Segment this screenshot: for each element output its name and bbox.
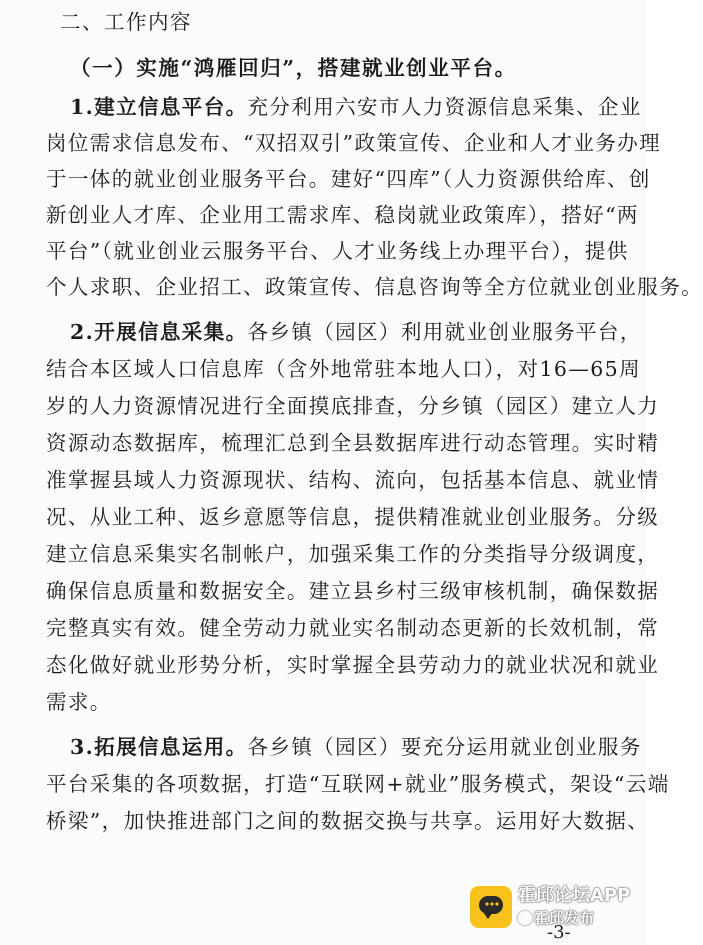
paragraph-line [46, 355, 642, 383]
line-text: 各乡镇（园区）利用就业创业服务平台， [247, 320, 642, 344]
paragraph-line [46, 429, 660, 457]
line-text: 充分利用六安市人力资源信息采集、企业 [247, 95, 642, 119]
line-text: 准掌握县域人力资源现状、结构、流向，包括基本信息、就业情 [46, 468, 660, 492]
line-text: 桥梁”，加快推进部门之间的数据交换与共享。运用好大数据、 [46, 809, 650, 833]
chat-bubble-icon [470, 886, 512, 928]
paragraph-line [46, 392, 660, 420]
paragraph-line [46, 129, 662, 157]
line-text: 平台”（就业创业云服务平台、人才业务线上办理平台），提供 [46, 239, 629, 263]
line-text: 各乡镇（园区）要充分运用就业创业服务 [247, 735, 642, 759]
item-lead: 3.拓展信息运用。 [70, 735, 248, 759]
paragraph-line [46, 577, 660, 605]
paragraph-line [46, 614, 660, 642]
item-lead: 1.建立信息平台。 [70, 95, 248, 119]
line-text: 个人求职、企业招工、政策宣传、信息咨询等全方位就业创业服务。 [46, 275, 703, 299]
line-text: 结合本区域人口信息库（含外地常驻本地人口），对16—65周 [46, 357, 642, 381]
line-text: 确保信息质量和数据安全。建立县乡村三级审核机制，确保数据 [46, 579, 660, 603]
paragraph-line [46, 807, 650, 835]
paragraph-line [46, 165, 651, 193]
line-text: 况、从业工种、返乡意愿等信息，提供精准就业创业服务。分级 [46, 505, 660, 529]
paragraph-line [70, 733, 642, 761]
paragraph-line [46, 503, 660, 531]
line-text: 态化做好就业形势分析，实时掌握全县劳动力的就业状况和就业 [46, 653, 660, 677]
paragraph-line [46, 273, 703, 301]
paragraph-line [70, 318, 642, 346]
line-text: 资源动态数据库，梳理汇总到全县数据库进行动态管理。实时精 [46, 431, 660, 455]
line-text: 完整真实有效。健全劳动力就业实名制动态更新的长效机制，常 [46, 616, 660, 640]
paragraph-line [70, 93, 642, 121]
paragraph-line [46, 770, 670, 798]
section-heading: 二、工作内容 [60, 10, 192, 34]
line-text: 岗位需求信息发布、“双招双引”政策宣传、企业和人才业务办理 [46, 131, 662, 155]
watermark-subtitle: 霍邱发布 [534, 909, 595, 927]
line-text: 岁的人力资源情况进行全面摸底排查，分乡镇（园区）建立人力 [46, 394, 660, 418]
paragraph-line [46, 540, 660, 568]
watermark-title: 霍邱论坛APP [518, 885, 631, 906]
channel-icon [518, 911, 532, 925]
paragraph-line [46, 688, 610, 716]
item-lead: 2.开展信息采集。 [70, 320, 248, 344]
page-number: -3- [547, 922, 571, 943]
paragraph-line [46, 201, 639, 229]
line-text: 于一体的就业创业服务平台。建好“四库”（人力资源供给库、创 [46, 167, 651, 191]
paragraph-line [46, 237, 629, 265]
paragraph-line [46, 466, 660, 494]
subsection-heading: （一）实施“鸿雁回归”，搭建就业创业平台。 [70, 56, 517, 80]
line-text: 平台采集的各项数据，打造“互联网+就业”服务模式，架设“云端 [46, 772, 670, 796]
line-text: 建立信息采集实名制帐户，加强采集工作的分类指导分级调度， [46, 542, 660, 566]
paragraph-line [46, 651, 660, 679]
line-text: 新创业人才库、企业用工需求库、稳岗就业政策库），搭好“两 [46, 203, 639, 227]
line-text: 需求。 [46, 690, 112, 714]
